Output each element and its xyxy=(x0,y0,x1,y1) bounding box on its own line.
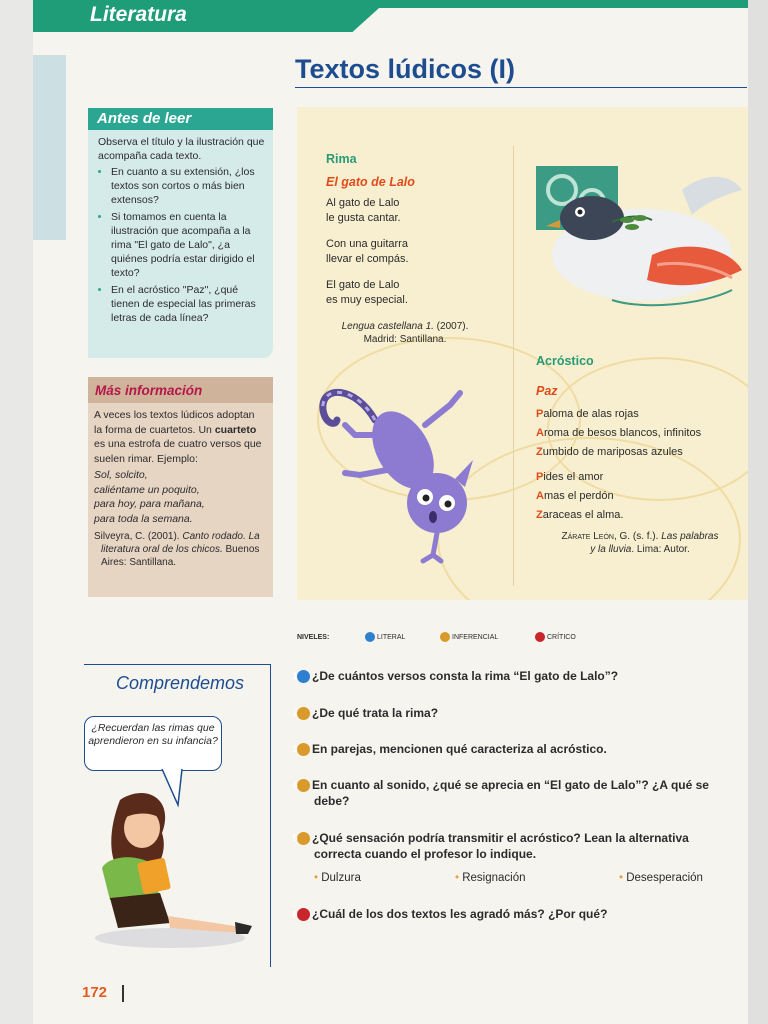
levels-label: NIVELES: xyxy=(297,634,330,641)
mas-reference: Silveyra, C. (2001). Canto rodado. La literatura oral de los chicos. Buenos Aires: Santillana. xyxy=(94,531,260,568)
question-1: 1 ¿De cuántos versos consta la rima “El gato de Lalo”? xyxy=(292,669,619,683)
acrostico-stanza: Pides el amor Amas el perdón Zaraceas el alma. xyxy=(536,471,624,521)
acrostico-stanza: Paloma de alas rojas Aroma de besos blancos, infinitos Zumbido de mariposas azules xyxy=(536,408,702,458)
level-literal: LITERAL xyxy=(377,634,406,641)
rima-stanza: El gato de Lalo es muy especial. xyxy=(326,279,408,306)
question-5: 5 ¿Qué sensación podría transmitir el acróstico? Lean la alternativa correcta cuando el profesor lo indique. xyxy=(292,831,689,861)
antes-item: • En el acróstico "Paz", ¿qué tienen de especial las primeras letras de cada línea? xyxy=(111,283,265,325)
dove-illustration xyxy=(532,160,747,315)
right-edge-shade xyxy=(748,0,768,1024)
antes-intro: Observa el título y la ilustración que acompaña cada texto. xyxy=(98,136,265,162)
left-shadow-strip xyxy=(33,55,66,240)
acrostico-title: Paz xyxy=(536,384,558,398)
antes-de-leer-box xyxy=(88,108,273,358)
antes-item: • En cuanto a su extensión, ¿los textos son cortos o más bien extensos? xyxy=(111,165,265,207)
section-name: Literatura xyxy=(90,3,187,26)
question-6: 6 ¿Cuál de los dos textos les agradó más? ¿Por qué? xyxy=(292,907,608,921)
rima-genre: Rima xyxy=(326,152,357,166)
example-poem: Sol, solcito, caliéntame un poquito, para hoy, para mañana, para toda la semana. xyxy=(94,469,205,525)
acrostico-citation: Zárate León, G. (s. f.). Las palabras y la lluvia. Lima: Autor. xyxy=(561,531,719,555)
speech-bubble: ¿Recuerdan las rimas que aprendieron en su infancia? xyxy=(84,716,222,771)
header-tab xyxy=(33,0,388,32)
mas-text: A veces los textos lúdicos adoptan la forma de cuartetos. Un cuarteto es una estrofa de cuatro versos que suelen rimar. Ejemplo: xyxy=(94,409,262,465)
page-number-bar xyxy=(122,985,124,1002)
mas-informacion-box xyxy=(88,377,273,597)
page-number: 172 xyxy=(82,984,108,1001)
question-3: 3 En parejas, mencionen qué caracteriza al acróstico. xyxy=(292,742,607,756)
rima-citation: Lengua castellana 1. (2007). Madrid: Santillana. xyxy=(341,321,469,345)
level-dot-inferencial xyxy=(440,632,450,642)
comprendemos-heading: Comprendemos xyxy=(116,673,245,693)
acrostico-genre: Acróstico xyxy=(536,354,594,368)
option-resignacion: • Resignación xyxy=(455,872,526,884)
cat-illustration xyxy=(315,365,495,565)
girl-reading-illustration xyxy=(90,788,265,953)
page-title: Textos lúdicos (I) xyxy=(295,54,516,84)
rima-stanza: Con una guitarra llevar el compás. xyxy=(326,238,409,265)
rima-title: El gato de Lalo xyxy=(326,175,415,189)
question-4: 4 En cuanto al sonido, ¿qué se aprecia en “El gato de Lalo”? ¿A qué se debe? xyxy=(292,778,709,808)
level-dot-critico xyxy=(535,632,545,642)
antes-item: • Si tomamos en cuenta la ilustración que acompaña a la rima "El gato de Lalo", ¿a quiénes podría estar dirigido el texto? xyxy=(111,210,265,280)
option-dulzura: • Dulzura xyxy=(314,872,361,884)
option-desesperacion: • Desesperación xyxy=(619,872,703,884)
level-dot-literal xyxy=(365,632,375,642)
title-rule xyxy=(295,87,747,88)
antes-heading: Antes de leer xyxy=(88,108,273,130)
mas-heading: Más información xyxy=(88,377,273,403)
question-2: 2 ¿De qué trata la rima? xyxy=(292,706,439,720)
column-separator xyxy=(513,146,514,586)
level-inferencial: INFERENCIAL xyxy=(452,634,499,641)
rima-stanza: Al gato de Lalo le gusta cantar. xyxy=(326,197,401,224)
level-critico: CRÍTICO xyxy=(547,634,576,641)
